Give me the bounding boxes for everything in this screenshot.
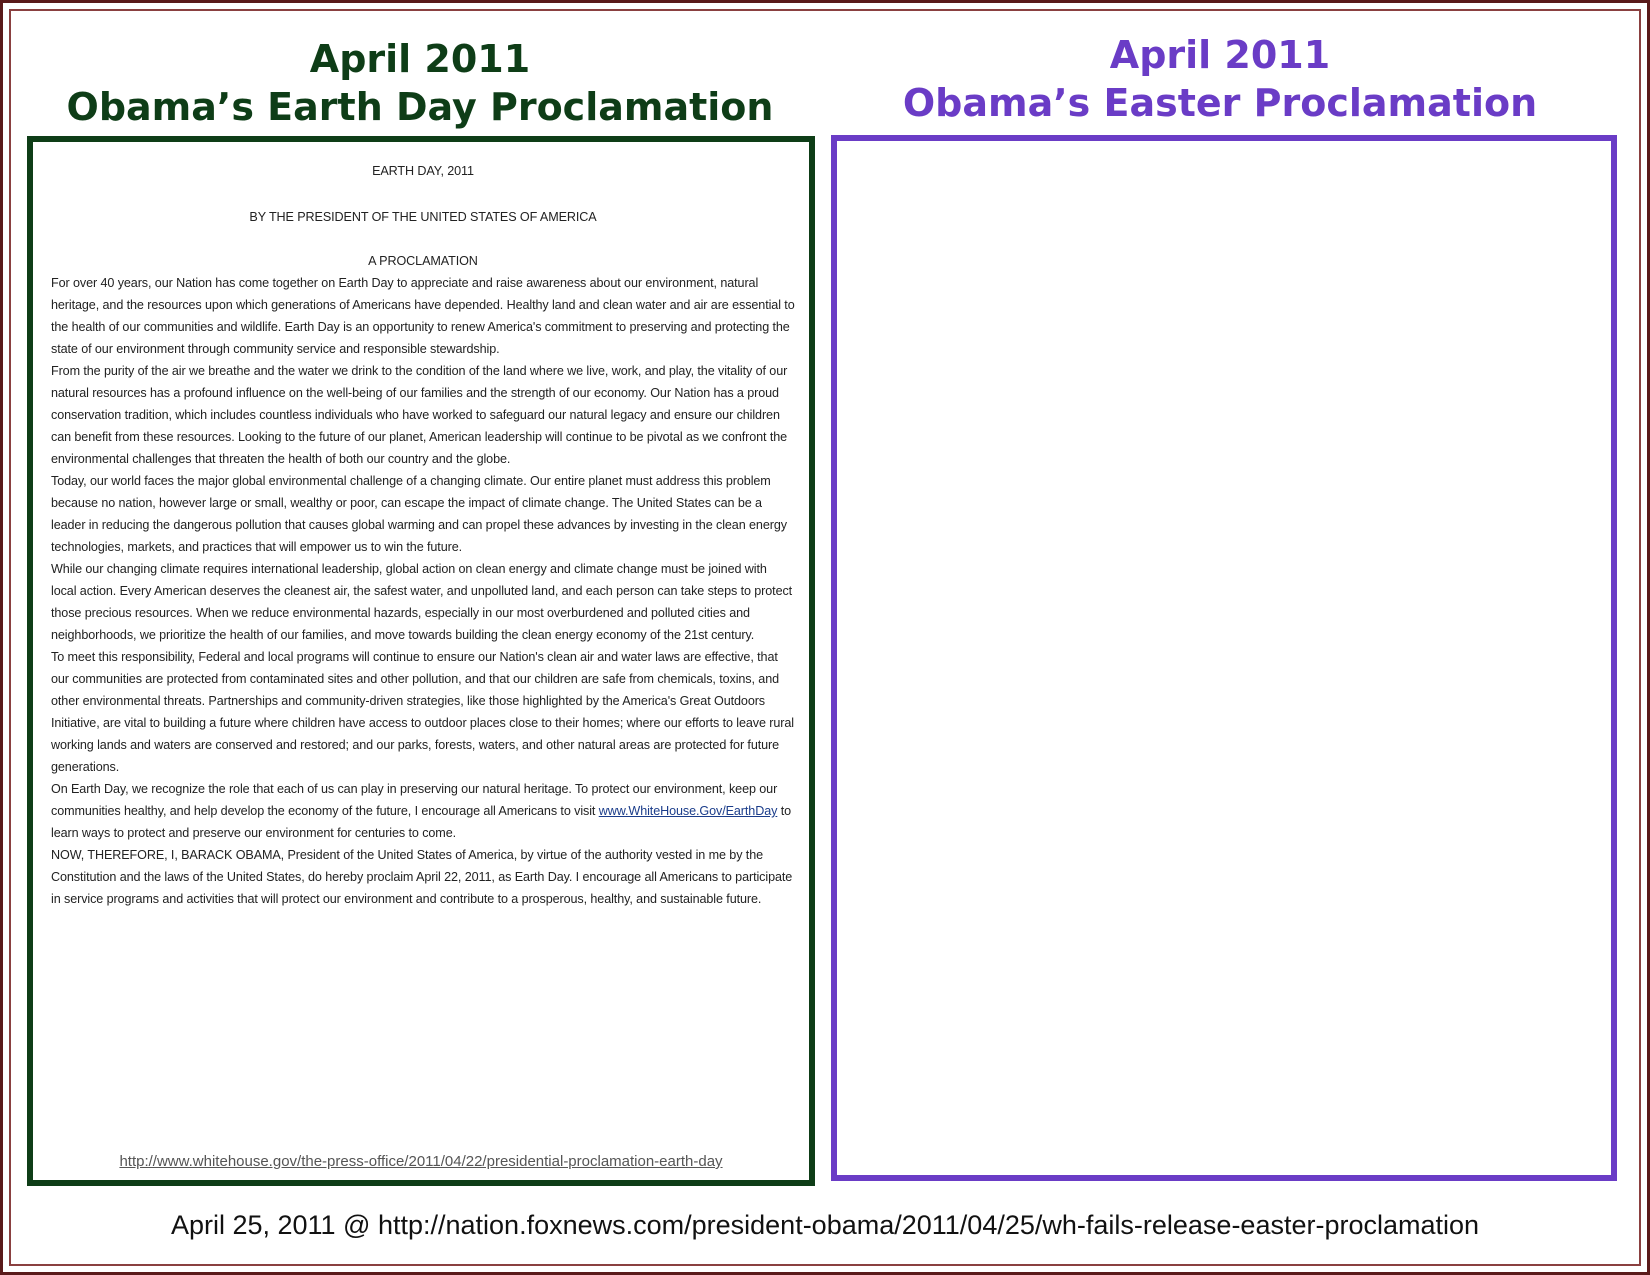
easter-heading-title: Obama’s Easter Proclamation [902,81,1538,125]
earth-day-heading-title: Obama’s Earth Day Proclamation [66,85,774,129]
earth-day-link[interactable]: www.WhiteHouse.Gov/EarthDay [598,804,778,818]
source-url-link[interactable]: http://www.whitehouse.gov/the-press-office/2011/04/22/presidential-proclamation-earth-day [119,1153,723,1170]
paragraph-3: Today, our world faces the major global environmental challenge of a changing climate. Our entire planet must address this problem because no nation, however large or small, wealthy or poor, can escape the impact of climate change. The United States can be a leader in reducing the dangerous pollution that causes global warming and can propel these advances by investing in the clean energy technologies, markets, and practices that will empower us to win the future. [51,474,787,554]
paragraph-5: To meet this responsibility, Federal and local programs will continue to ensure our Nation's clean air and water laws are effective, that our communities are protected from contaminated sites and other pollution, and that our children are safe from chemicals, toxins, and other environmental threats. Partnerships and community-driven strategies, like those highlighted by the America's Great Outdoors Initiative, are vital to building a future where children have access to outdoor places close to their homes; where our efforts to leave rural working lands and waters are conserved and restored; and our parks, forests, waters, and other natural areas are protected for future generations. [51,650,795,774]
document-type: A PROCLAMATION [368,254,478,268]
paragraph-6-text-before: On Earth Day, we recognize the role that each of us can play in preserving our natural heritage. To protect our environment, keep our communities healthy, and help develop the economy of the future, I encourage all Americans to visit [51,782,778,818]
paragraph-6-text-after: to learn ways to protect and preserve our environment for centuries to come. [51,804,791,840]
paragraph-1: For over 40 years, our Nation has come together on Earth Day to appreciate and raise awareness about our environment, natural heritage, and the resources upon which generations of Americans have depended. Healthy land and clean water and air are essential to the health of our communities and wildlife. Earth Day is an opportunity to renew America's commitment to preserving and protecting the state of our environment through community service and responsible stewardship. [51,276,795,356]
easter-proclamation-panel-empty [831,135,1617,1181]
proclamation-document [51,160,795,910]
earth-day-heading-date: April 2011 [309,37,531,81]
earth-day-proclamation-panel [27,136,815,1186]
document-title: EARTH DAY, 2011 [372,164,474,178]
paragraph-6 [51,778,795,844]
easter-heading [830,31,1610,127]
paragraph-4: While our changing climate requires international leadership, global action on clean energy and climate change must be joined with local action. Every American deserves the cleanest air, the safest water, and unpolluted land, and each person can take steps to protect those precious resources. When we reduce environmental hazards, especially in our most overburdened and polluted cities and neighborhoods, we prioritize the health of our families, and move towards building the clean energy economy of the 21st century. [51,562,793,642]
footer-caption: April 25, 2011 @ http://nation.foxnews.com/president-obama/2011/04/25/wh-fails-release-easter-proclamation [170,1210,1480,1240]
earth-day-heading [30,35,810,131]
easter-heading-date: April 2011 [1109,33,1331,77]
document-byline: BY THE PRESIDENT OF THE UNITED STATES OF AMERICA [249,210,597,224]
paragraph-2: From the purity of the air we breathe and the water we drink to the condition of the land where we live, work, and play, the vitality of our natural resources has a profound influence on the well-being of our families and the strength of our economy. Our Nation has a proud conservation tradition, which includes countless individuals who have worked to safeguard our natural legacy and ensure our children can benefit from these resources. Looking to the future of our planet, American leadership will continue to be pivotal as we confront the environmental challenges that threaten the health of both our country and the globe. [51,364,788,466]
closing-paragraph: NOW, THEREFORE, I, BARACK OBAMA, President of the United States of America, by virtue of the authority vested in me by the Constitution and the laws of the United States, do hereby proclaim April 22, 2011, as Earth Day. I encourage all Americans to participate in service programs and activities that will protect our environment and contribute to a prosperous, healthy, and sustainable future. [51,848,793,906]
